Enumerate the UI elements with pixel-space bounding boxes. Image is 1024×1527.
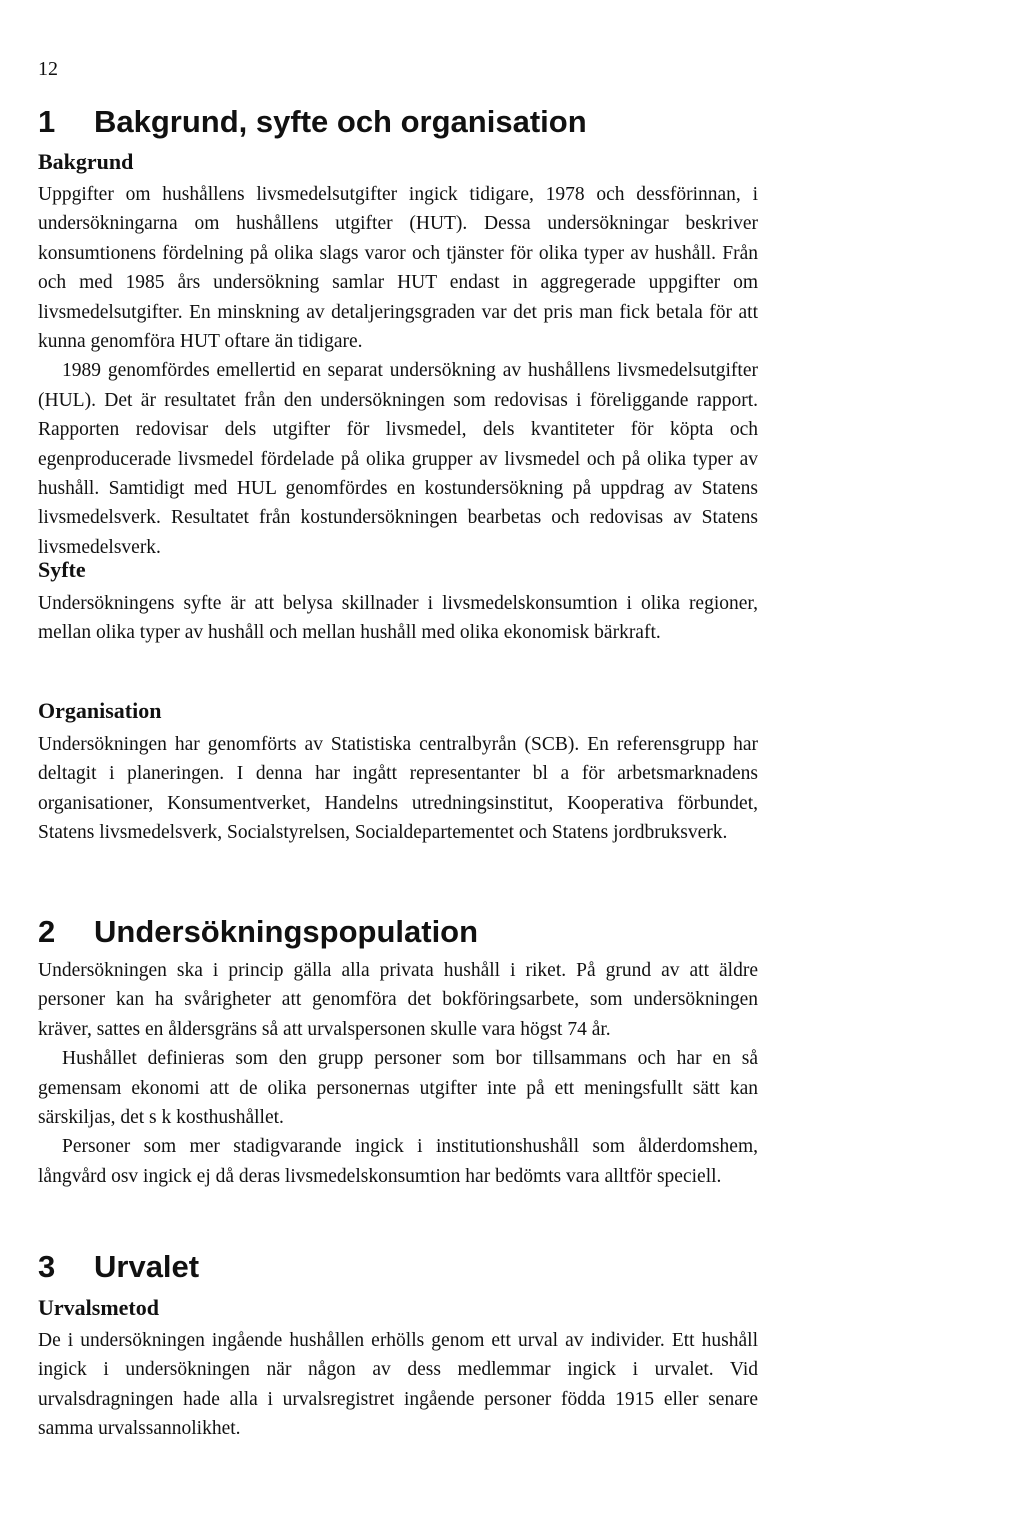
section-1-heading — [38, 104, 587, 140]
bakgrund-paragraph-1: Uppgifter om hushållens livsmedelsutgifter ingick tidigare, 1978 och dessförinnan, i undersökningarna om hushållens utgifter (HUT). Dessa undersökningar beskriver konsumtionens fördelning på olika slags varor och tjänster för olika typer av hushåll. Från och med 1985 års undersökning samlar HUT endast in aggregerade uppgifter om livsmedelsutgifter. En minskning av detaljeringsgraden var det pris man fick betala för att kunna genomföra HUT oftare än tidigare. — [38, 184, 758, 353]
population-paragraph-1: Undersökningen ska i princip gälla alla privata hushåll i riket. På grund av att äldre personer kan ha svårigheter att genomföra det bokföringsarbete, som undersökningen kräver, sattes en åldersgräns så att urvalspersonen skulle vara högst 74 år. — [38, 960, 758, 1040]
section-2-heading — [38, 914, 478, 950]
syfte-heading: Syfte — [38, 557, 86, 582]
urvalsmetod-body — [38, 1326, 758, 1444]
section-1-title: Bakgrund, syfte och organisation — [94, 104, 587, 139]
bakgrund-body — [38, 180, 758, 562]
population-paragraph-2: Hushållet definieras som den grupp personer som bor tillsammans och har en så gemensam ekonomi att de olika personernas utgifter inte på ett meningsfullt sätt kan särskiljas, det s k kosthushållet. — [38, 1048, 758, 1129]
bakgrund-paragraph-2: 1989 genomfördes emellertid en separat undersökning av hushållens livsmedelsutgifter (HUL). Det är resultatet från den undersökningen som redovisas i föreliggande rapport. Rapporten redovisar dels utgifter för livsmedel, dels kvantiteter för köpta och egenproducerade livsmedel fördelade på olika grupper av livsmedel och på olika typer av hushåll. Samtidigt med HUL genomfördes en kostundersökning på uppdrag av Statens livsmedelsverk. Resultatet från kostundersökningen bearbetas och redovisas av Statens livsmedelsverk. — [38, 360, 758, 558]
organisation-body — [38, 730, 758, 848]
section-2-title: Undersökningspopulation — [94, 914, 479, 949]
population-paragraph-3: Personer som mer stadigvarande ingick i institutionshushåll som ålderdomshem, långvård osv ingick ej då deras livsmedelskonsumtion har bedömts vara alltför speciell. — [38, 1136, 758, 1187]
section-2-number: 2 — [38, 914, 56, 949]
syfte-paragraph-1: Undersökningens syfte är att belysa skillnader i livsmedelskonsumtion i olika regioner, mellan olika typer av hushåll och mellan hushåll med olika ekonomisk bärkraft. — [38, 593, 758, 644]
urvalsmetod-heading: Urvalsmetod — [38, 1295, 159, 1320]
urvalsmetod-paragraph-1: De i undersökningen ingående hushållen erhölls genom ett urval av individer. Ett hushåll ingick i undersökningen när någon av dess medlemmar ingick i urvalet. Vid urvalsdragningen hade alla i urvalsregistret ingående personer födda 1915 eller senare samma urvalssannolikhet. — [38, 1330, 758, 1440]
section-3-heading — [38, 1249, 199, 1285]
organisation-heading: Organisation — [38, 698, 162, 723]
syfte-body — [38, 589, 758, 648]
page-number: 12 — [38, 58, 58, 80]
population-body — [38, 956, 758, 1191]
bakgrund-heading: Bakgrund — [38, 149, 134, 174]
section-3-title: Urvalet — [94, 1249, 200, 1284]
section-3-number: 3 — [38, 1249, 56, 1284]
organisation-paragraph-1: Undersökningen har genomförts av Statistiska centralbyrån (SCB). En referensgrupp har deltagit i planeringen. I denna har ingått representanter bl a för arbetsmarknadens organisationer, Konsumentverket, Handelns utredningsinstitut, Kooperativa förbundet, Statens livsmedelsverk, Socialstyrelsen, Socialdepartementet och Statens jordbruksverk. — [38, 734, 758, 844]
section-1-number: 1 — [38, 104, 56, 139]
